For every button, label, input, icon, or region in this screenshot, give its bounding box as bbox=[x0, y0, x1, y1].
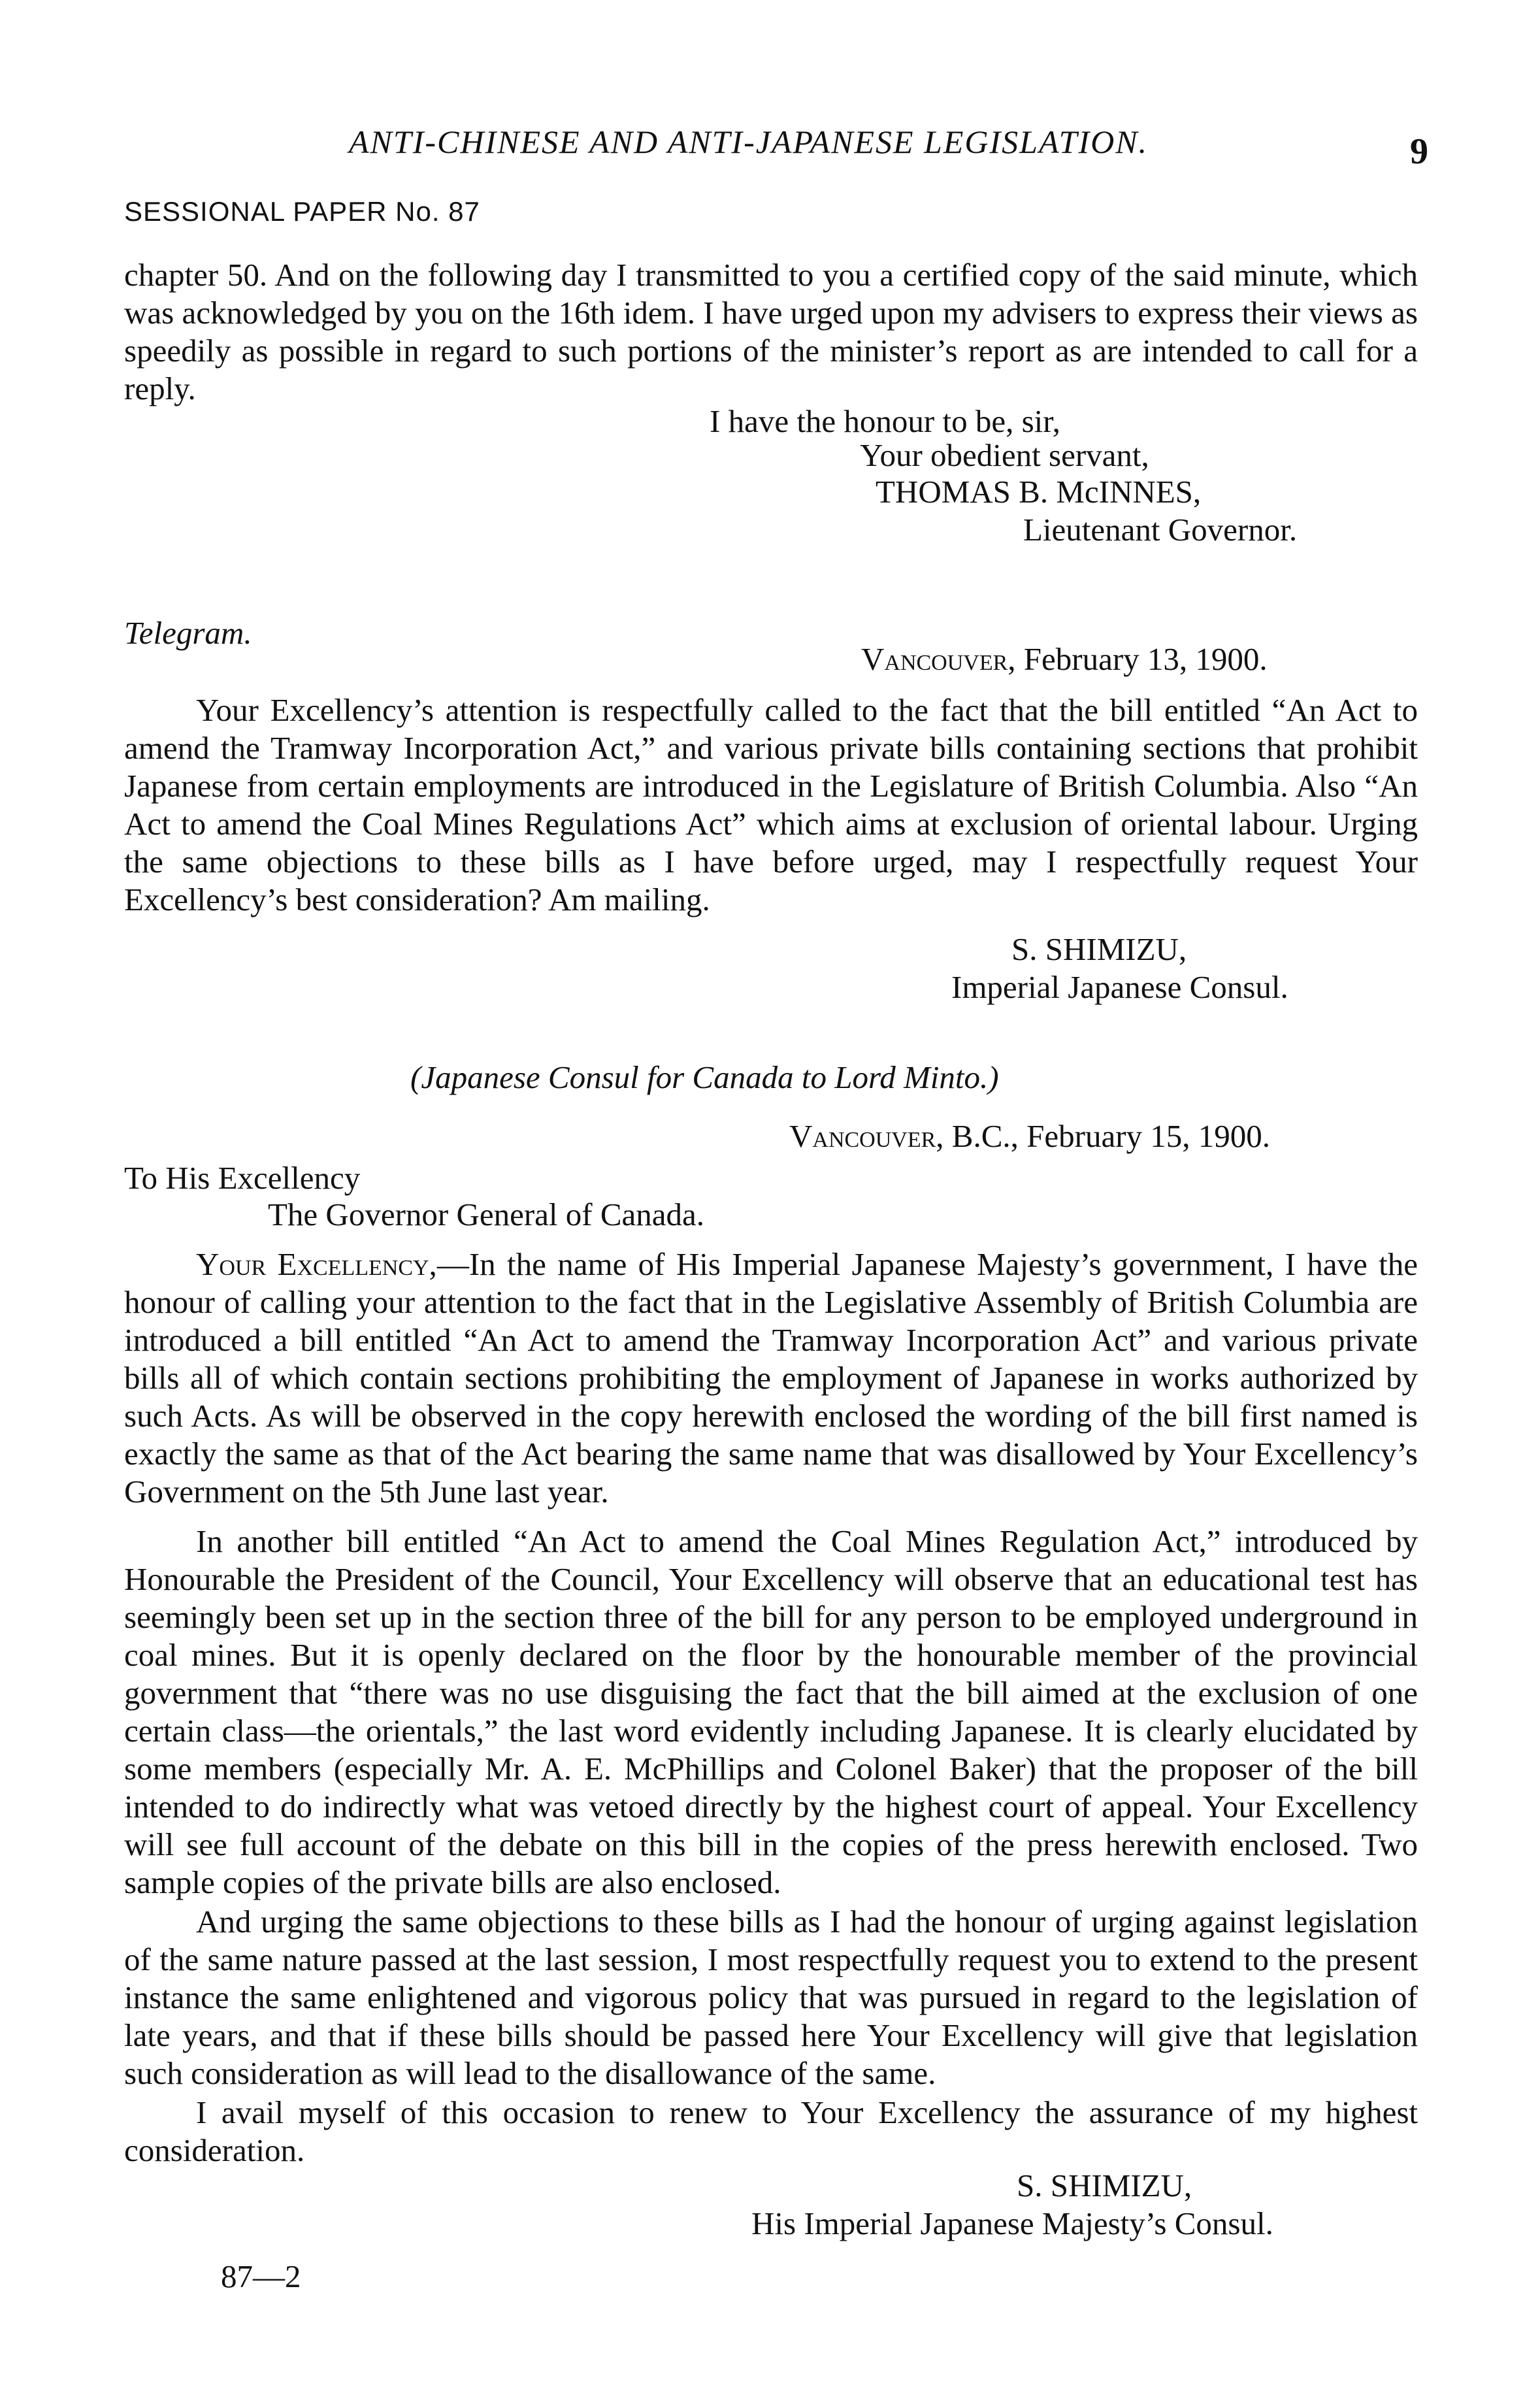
telegram-place: Vancouver bbox=[861, 641, 1008, 677]
letter-closing-line: I have the honour to be, sir, bbox=[710, 403, 1060, 439]
letter-paragraph-3: And urging the same objections to these bills as I had the honour of urging against legislation of the same nature passed at the last session, I most respectfully request you to extend to the present instance the same enlightened and vigorous policy that was pursued in regard to the legislation of late years, and that if these bills should be passed here Your Excellency will give that legislation such consideration as will lead to the disallowance of the same. bbox=[124, 1904, 1418, 2091]
letter-paragraph-1 bbox=[124, 1245, 1418, 1511]
sessional-paper-label: SESSIONAL PAPER No. 87 bbox=[124, 196, 480, 227]
letter-closing-paragraph: chapter 50. And on the following day I transmitted to you a certified copy of the said minute, which was acknowledged by you on the 16th idem. I have urged upon my advisers to express their views as speedily as possible in regard to such portions of the minister’s report as are intended to call for a reply. bbox=[124, 257, 1418, 406]
running-title: ANTI-CHINESE AND ANTI-JAPANESE LEGISLATION. bbox=[349, 124, 1149, 160]
addressee-line-1: To His Excellency bbox=[124, 1160, 361, 1196]
page-number: 9 bbox=[1410, 131, 1428, 172]
telegram-label: Telegram. bbox=[124, 615, 252, 651]
letter-paragraph-1-text: —In the name of His Imperial Japanese Majesty’s government, I have the honour of calling your attention to the fact that in the Legislative Assembly of British Columbia are introduced a bill entitled “An Act to amend the Tramway Incorporation Act” and various private bills all of which contain sections prohibiting the employment of Japanese in works authorized by such Acts. As will be observed in the copy herewith enclosed the wording of the bill first named is exactly the same as that of the Act bearing the same name that was disallowed by Your Excellency’s Government on the 5th June last year. bbox=[124, 1246, 1418, 1509]
letter-date: , B.C., February 15, 1900. bbox=[936, 1118, 1271, 1154]
signature-title-mcinnes: Lieutenant Governor. bbox=[1023, 512, 1298, 548]
signature-shimizu-letter: S. SHIMIZU, bbox=[1017, 2168, 1192, 2203]
signature-shimizu-telegram: S. SHIMIZU, bbox=[1011, 931, 1187, 967]
letter-paragraph-4: I avail myself of this occasion to renew to Your Excellency the assurance of my highest consideration. bbox=[124, 2094, 1418, 2168]
telegram-dateline bbox=[861, 640, 1268, 678]
letter-paragraph-2: In another bill entitled “An Act to amend the Coal Mines Regulation Act,” introduced by Honourable the President of the Council, Your Excellency will observe that an educational test has seemingly been set up in the section three of the bill for any person to be employed underground in coal mines. But it is openly declared on the floor by the honourable member of the provincial government that “there was no use disguising the fact that the bill aimed at the exclusion of one certain class—the orientals,” the last word evidently including Japanese. It is clearly elucidated by some members (especially Mr. A. E. McPhillips and Colonel Baker) that the proposer of the bill intended to do indirectly what was vetoed directly by the highest court of appeal. Your Excellency will see full account of the debate on this bill in the copies of the press herewith enclosed. Two sample copies of the private bills are also enclosed. bbox=[124, 1523, 1418, 1900]
letter-place: Vancouver bbox=[789, 1118, 936, 1154]
salutation: Your Excellency, bbox=[196, 1246, 437, 1282]
addressee-line-2: The Governor General of Canada. bbox=[268, 1196, 705, 1232]
telegram-date: , February 13, 1900. bbox=[1008, 641, 1268, 677]
letter-heading: (Japanese Consul for Canada to Lord Minto.) bbox=[410, 1059, 999, 1095]
signature-mark: 87—2 bbox=[221, 2258, 301, 2294]
letter-dateline bbox=[789, 1117, 1270, 1155]
signature-title-telegram: Imperial Japanese Consul. bbox=[951, 969, 1288, 1005]
telegram-body: Your Excellency’s attention is respectfully called to the fact that the bill entitled “An Act to amend the Tramway Incorporation Act,” and various private bills containing sections that prohibit Japanese from certain employments are introduced in the Legislature of British Columbia. Also “An Act to amend the Coal Mines Regulations Act” which aims at exclusion of oriental labour. Urging the same objections to these bills as I have before urged, may I respectfully request Your Excellency’s best consideration? Am mailing. bbox=[124, 692, 1418, 917]
signature-title-letter: His Imperial Japanese Majesty’s Consul. bbox=[751, 2205, 1273, 2241]
letter-closing-line-2: Your obedient servant, bbox=[860, 437, 1149, 473]
signature-mcinnes: THOMAS B. McINNES, bbox=[876, 474, 1202, 510]
